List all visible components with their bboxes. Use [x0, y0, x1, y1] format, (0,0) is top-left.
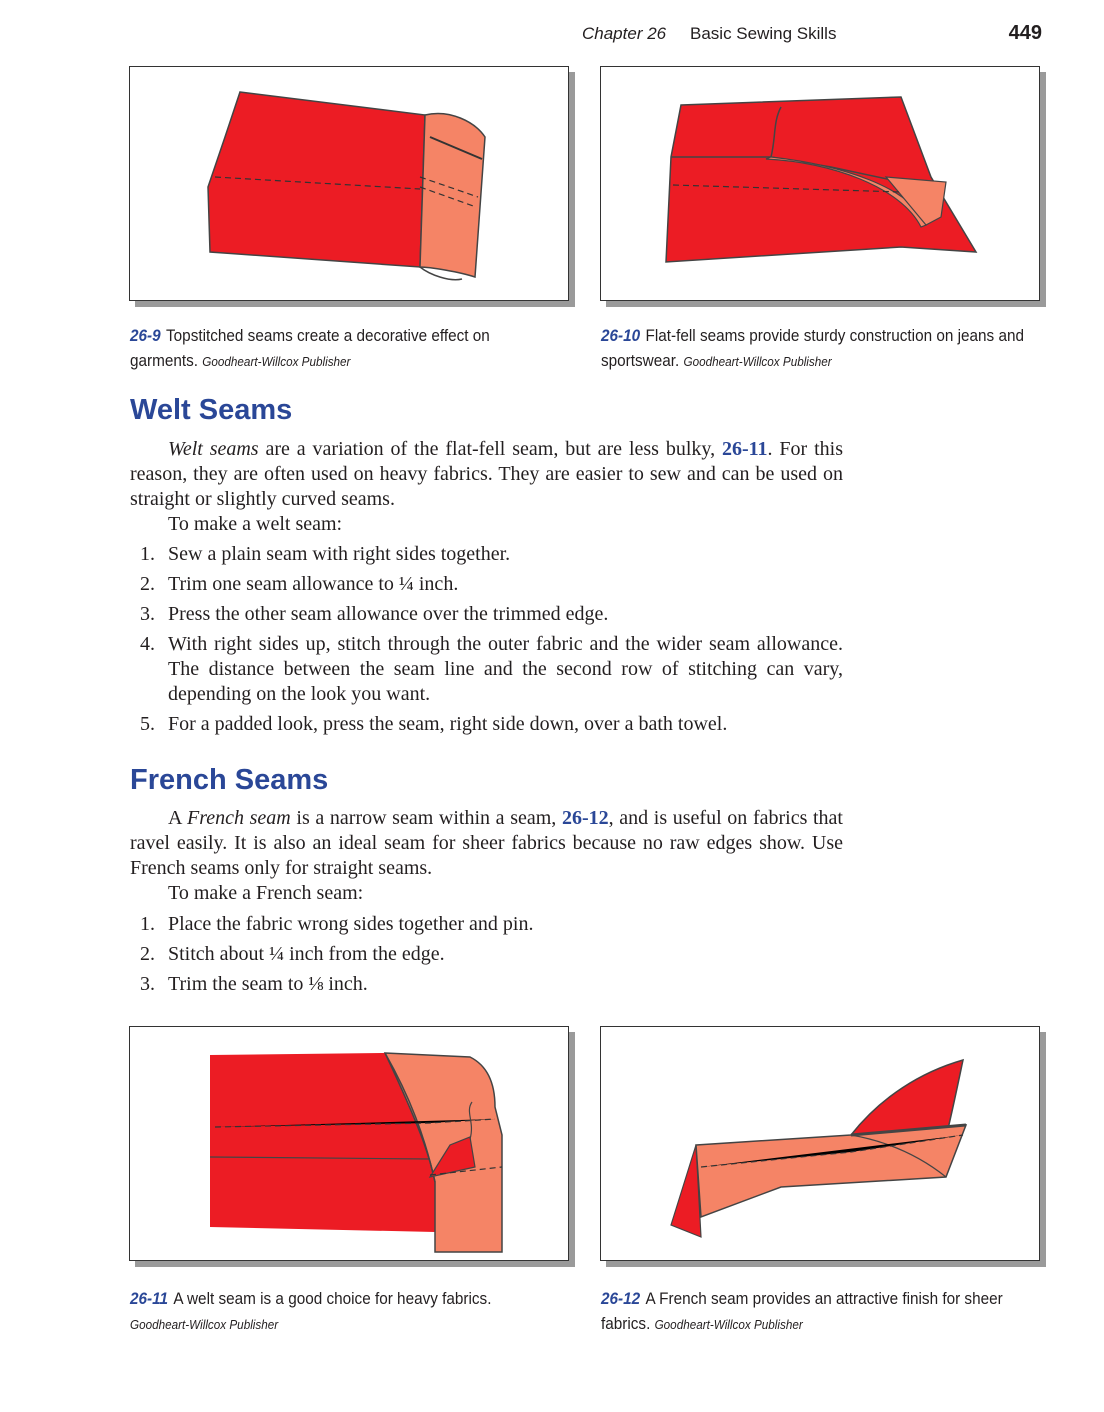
list-item: 5. For a padded look, press the seam, right side down, over a bath towel. — [140, 713, 728, 735]
caption-text: Flat-fell seams provide sturdy construction on jeans and sportswear. — [601, 326, 1024, 370]
section-heading-welt-seams: Welt Seams — [130, 394, 293, 426]
figure-number: 26-9 — [130, 326, 161, 345]
figure-reference[interactable]: 26-11 — [721, 438, 768, 460]
list-item: 1. Place the fabric wrong sides together and pin. — [140, 913, 534, 935]
caption-text: A welt seam is a good choice for heavy fabrics. — [173, 1289, 492, 1308]
caption-26-12 — [601, 1286, 1020, 1337]
french-seams-paragraph: A French seam is a narrow seam within a seam, 26-12, and is useful on fabrics that ravel easily. It is also an ideal seam for sheer fabrics because no raw edges show. Use French seams only for straight seams. — [130, 807, 843, 879]
caption-credit: Goodheart-Willcox Publisher — [202, 354, 351, 369]
french-steps-list — [130, 912, 843, 1002]
french-steps-lead: To make a French seam: — [168, 882, 364, 904]
list-item: 2. Trim one seam allowance to ¼ inch. — [140, 573, 459, 595]
caption-text: Topstitched seams create a decorative effect on garments. — [130, 326, 490, 370]
figure-reference[interactable]: 26-12 — [561, 807, 609, 829]
list-item: 3. Trim the seam to ⅛ inch. — [140, 973, 368, 995]
figure-26-10-illustration — [600, 66, 1040, 301]
term: French seam — [186, 807, 291, 829]
caption-text: A French seam provides an attractive finish for sheer fabrics. — [601, 1289, 1003, 1333]
french-seam-drawing — [601, 1027, 1039, 1260]
section-heading-french-seams: French Seams — [130, 764, 329, 796]
caption-credit: Goodheart-Willcox Publisher — [683, 354, 832, 369]
term: Welt seams — [168, 438, 259, 460]
figure-26-9-illustration — [129, 66, 569, 301]
figure-number: 26-11 — [130, 1289, 168, 1308]
list-item: 4. With right sides up, stitch through the outer fabric and the wider seam allowance. The distance between the seam line and the second row of stitching can vary, depending on the look you want. — [140, 633, 843, 705]
chapter-label: Chapter 26 — [582, 24, 667, 43]
caption-26-9 — [130, 323, 508, 374]
figure-number: 26-10 — [601, 326, 641, 345]
caption-credit: Goodheart-Willcox Publisher — [130, 1317, 279, 1332]
running-header — [560, 22, 1044, 48]
list-item: 3. Press the other seam allowance over the trimmed edge. — [140, 603, 609, 625]
figure-26-11-illustration — [129, 1026, 569, 1261]
figure-number: 26-12 — [601, 1289, 641, 1308]
welt-steps-list — [130, 542, 843, 742]
list-item: 1. Sew a plain seam with right sides together. — [140, 543, 511, 565]
welt-seam-drawing — [130, 1027, 568, 1260]
chapter-title: Basic Sewing Skills — [690, 24, 837, 43]
page-number: 449 — [1008, 22, 1042, 44]
topstitched-seam-drawing — [130, 67, 568, 300]
flat-fell-seam-drawing — [601, 67, 1039, 300]
figure-26-12-illustration — [600, 1026, 1040, 1261]
caption-26-11 — [130, 1286, 553, 1337]
caption-26-10 — [601, 323, 1033, 374]
welt-steps-lead: To make a welt seam: — [168, 513, 343, 535]
list-item: 2. Stitch about ¼ inch from the edge. — [140, 943, 445, 965]
caption-credit: Goodheart-Willcox Publisher — [654, 1317, 803, 1332]
welt-seams-paragraph: Welt seams are a variation of the flat-fell seam, but are less bulky, 26-11. For this reason, they are often used on heavy fabrics. They are easier to sew and can be used on straight or slightly curved seams. — [130, 438, 843, 510]
